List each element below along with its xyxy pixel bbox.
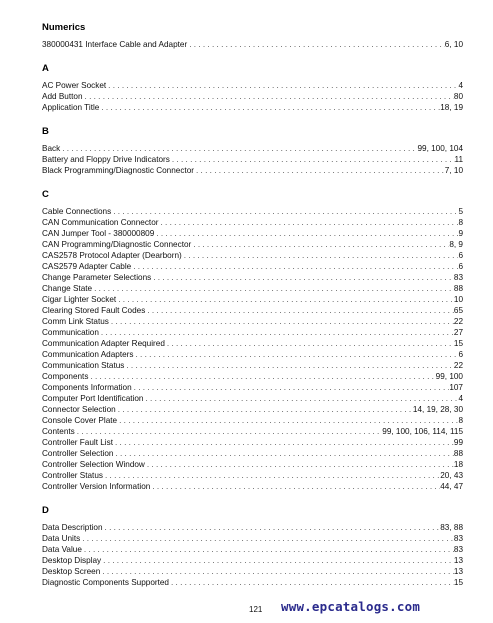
- index-entry: 380000431 Interface Cable and Adapter . . . 6, 10: [42, 39, 463, 50]
- section-d-entries: [42, 522, 463, 588]
- index-entry: Components Information . . . 107: [42, 382, 463, 393]
- index-entry: Diagnostic Components Supported . . . 15: [42, 577, 463, 588]
- index-entry: Controller Version Information . . . 44, 47: [42, 481, 463, 492]
- index-entry: Controller Status . . . 20, 43: [42, 470, 463, 481]
- index-entry: Clearing Stored Fault Codes . . . 65: [42, 305, 463, 316]
- section-heading-c: C: [42, 189, 49, 200]
- section-c-entries: [42, 206, 463, 492]
- index-entry: Communication . . . 27: [42, 327, 463, 338]
- index-entry: Data Description . . . 83, 88: [42, 522, 463, 533]
- index-entry: Cable Connections . . . 5: [42, 206, 463, 217]
- index-entry: CAN Communication Connector . . . 8: [42, 217, 463, 228]
- section-heading-b: B: [42, 126, 49, 137]
- section-heading-d: D: [42, 505, 49, 516]
- index-entry: Application Title . . . 18, 19: [42, 102, 463, 113]
- index-entry: Battery and Floppy Drive Indicators . . . 11: [42, 154, 463, 165]
- index-entry: Desktop Screen . . . 13: [42, 566, 463, 577]
- section-heading-a: A: [42, 63, 49, 74]
- index-entry: Cigar Lighter Socket . . . 10: [42, 294, 463, 305]
- index-entry: CAS2578 Protocol Adapter (Dearborn) . . . 6: [42, 250, 463, 261]
- index-entry: Data Units . . . 83: [42, 533, 463, 544]
- index-entry: Controller Fault List . . . 99: [42, 437, 463, 448]
- index-entry: Components . . . 99, 100: [42, 371, 463, 382]
- section-heading-numerics: Numerics: [42, 22, 86, 33]
- section-a-entries: [42, 80, 463, 113]
- index-entry: Desktop Display . . . 13: [42, 555, 463, 566]
- watermark-url: www.epcatalogs.com: [281, 599, 421, 614]
- index-entry: CAN Programming/Diagnostic Connector . . . 8, 9: [42, 239, 463, 250]
- index-entry: Communication Status . . . 22: [42, 360, 463, 371]
- section-numerics-entries: [42, 39, 463, 50]
- section-b-entries: [42, 143, 463, 176]
- index-entry: CAN Jumper Tool - 380000809 . . . 9: [42, 228, 463, 239]
- page-number: 121: [249, 605, 263, 614]
- index-entry: Connector Selection . . . 14, 19, 28, 30: [42, 404, 463, 415]
- index-entry: Controller Selection Window . . . 18: [42, 459, 463, 470]
- index-entry: Console Cover Plate . . . 8: [42, 415, 463, 426]
- index-entry: AC Power Socket . . . 4: [42, 80, 463, 91]
- index-entry: Back . . . 99, 100, 104: [42, 143, 463, 154]
- index-entry: Add Button . . . 80: [42, 91, 463, 102]
- index-entry: CAS2579 Adapter Cable . . . 6: [42, 261, 463, 272]
- index-entry: Change State . . . 88: [42, 283, 463, 294]
- index-entry: Communication Adapters . . . 6: [42, 349, 463, 360]
- index-entry: Data Value . . . 83: [42, 544, 463, 555]
- index-entry: Contents . . . 99, 100, 106, 114, 115: [42, 426, 463, 437]
- index-entry: Communication Adapter Required . . . 15: [42, 338, 463, 349]
- index-entry: Computer Port Identification . . . 4: [42, 393, 463, 404]
- index-entry: Black Programming/Diagnostic Connector . . . 7, 10: [42, 165, 463, 176]
- index-entry: Change Parameter Selections . . . 83: [42, 272, 463, 283]
- index-entry: Comm Link Status . . . 22: [42, 316, 463, 327]
- index-entry: Controller Selection . . . 88: [42, 448, 463, 459]
